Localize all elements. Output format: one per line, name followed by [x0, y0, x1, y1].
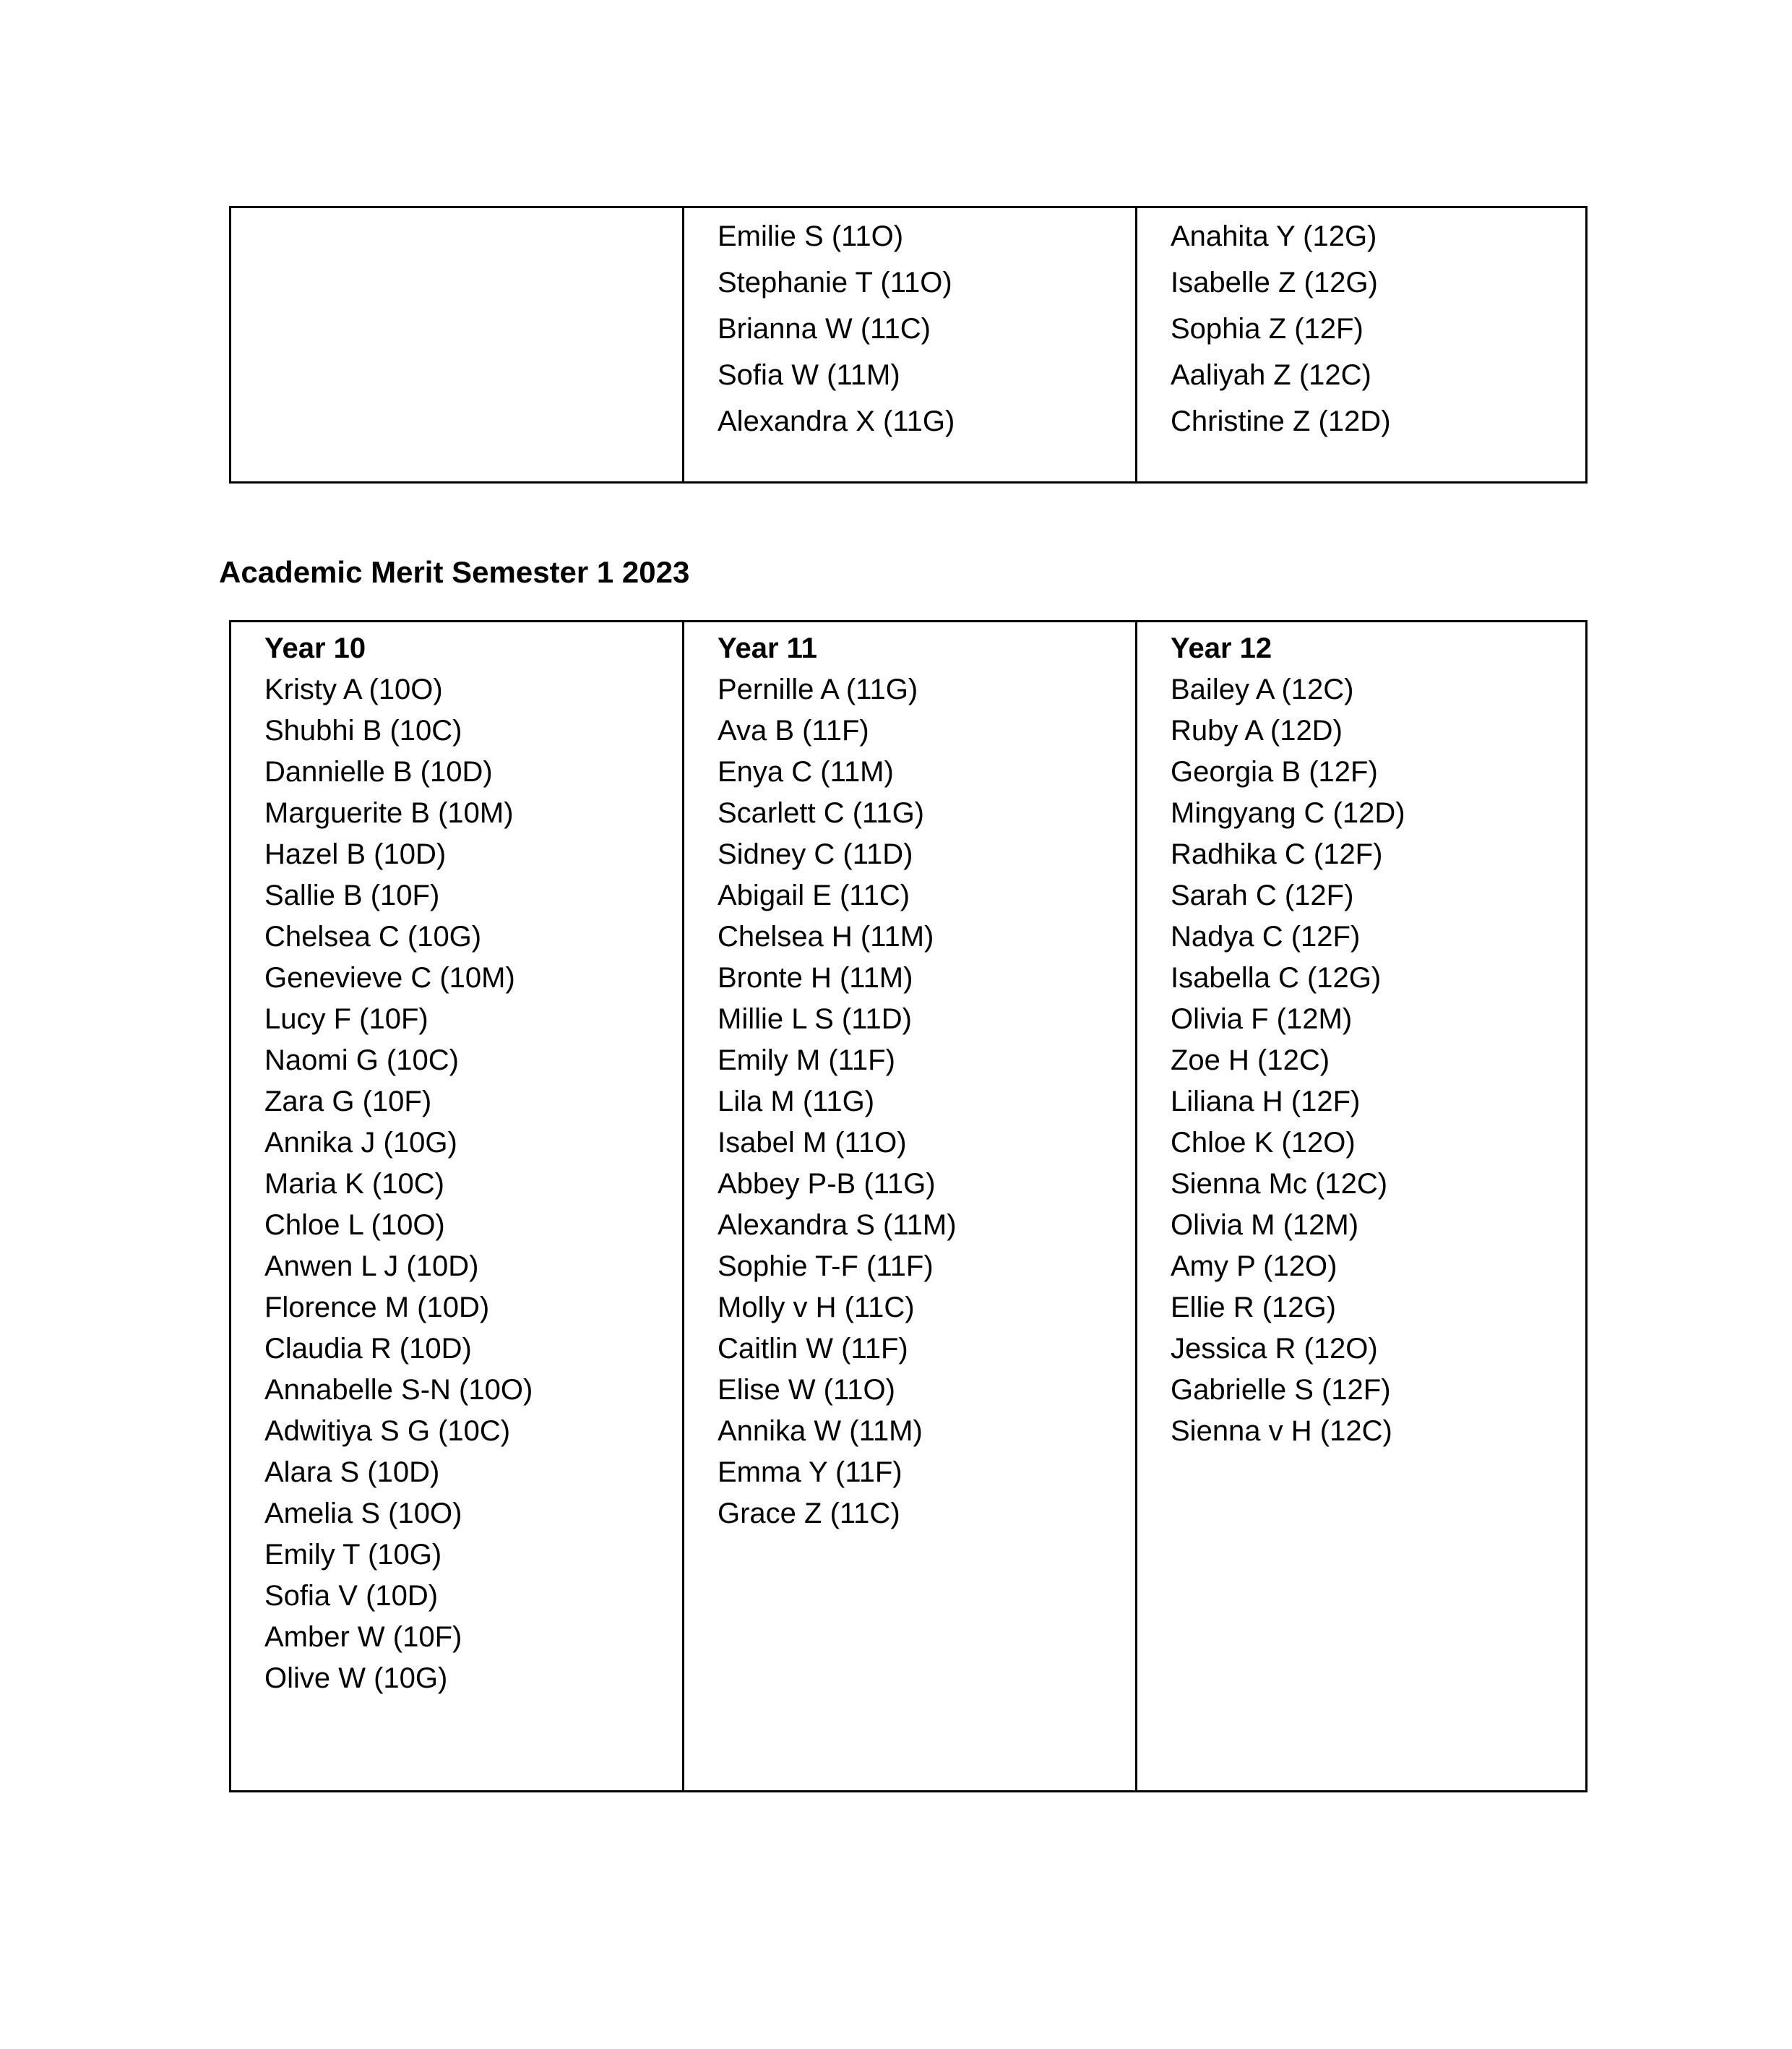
name-line: Zoe H (12C) — [1171, 1044, 1330, 1076]
name-line: Radhika C (12F) — [1171, 838, 1383, 870]
name-line: Amber W (10F) — [264, 1621, 462, 1653]
name-line: Ruby A (12D) — [1171, 715, 1343, 747]
name-line: Isabella C (12G) — [1171, 962, 1382, 994]
name-line: Pernille A (11G) — [718, 674, 918, 705]
name-line: Christine Z (12D) — [1171, 405, 1391, 437]
name-line: Sofia W (11M) — [718, 359, 900, 391]
merit-column-year11 — [682, 622, 1135, 1790]
column-header-year10: Year 10 — [264, 632, 366, 664]
name-line: Gabrielle S (12F) — [1171, 1374, 1391, 1406]
names-list-year11 — [718, 669, 1128, 1534]
name-line: Sophie T-F (11F) — [718, 1250, 934, 1282]
name-line: Scarlett C (11G) — [718, 797, 924, 829]
name-line: Nadya C (12F) — [1171, 921, 1361, 953]
name-line: Sarah C (12F) — [1171, 880, 1354, 911]
name-line: Olivia F (12M) — [1171, 1003, 1353, 1035]
name-line: Emilie S (11O) — [718, 220, 904, 252]
section-heading: Academic Merit Semester 1 2023 — [219, 555, 690, 589]
name-line: Olivia M (12M) — [1171, 1209, 1359, 1241]
continuation-cell-empty — [231, 208, 682, 481]
name-line: Aaliyah Z (12C) — [1171, 359, 1371, 391]
name-line: Alexandra X (11G) — [718, 405, 955, 437]
merit-column-year10 — [231, 622, 682, 1790]
name-line: Enya C (11M) — [718, 756, 894, 788]
name-line: Isabel M (11O) — [718, 1127, 907, 1159]
name-line: Chelsea H (11M) — [718, 921, 934, 953]
name-line: Annabelle S-N (10O) — [264, 1374, 533, 1406]
name-line: Maria K (10C) — [264, 1168, 444, 1200]
name-line: Emily M (11F) — [718, 1044, 895, 1076]
name-line: Amy P (12O) — [1171, 1250, 1337, 1282]
name-line: Florence M (10D) — [264, 1292, 490, 1323]
name-line: Sienna v H (12C) — [1171, 1415, 1392, 1447]
names-list-year10 — [264, 669, 675, 1699]
name-line: Bronte H (11M) — [718, 962, 913, 994]
name-line: Chloe K (12O) — [1171, 1127, 1356, 1159]
name-line: Isabelle Z (12G) — [1171, 267, 1378, 298]
name-line: Anwen L J (10D) — [264, 1250, 479, 1282]
name-line: Lila M (11G) — [718, 1086, 875, 1117]
name-line: Grace Z (11C) — [718, 1498, 900, 1529]
name-line: Marguerite B (10M) — [264, 797, 514, 829]
name-line: Zara G (10F) — [264, 1086, 432, 1117]
name-line: Abigail E (11C) — [718, 880, 910, 911]
continuation-cell-year11 — [682, 208, 1135, 481]
name-line: Abbey P-B (11G) — [718, 1168, 936, 1200]
name-line: Brianna W (11C) — [718, 313, 931, 345]
name-line: Anahita Y (12G) — [1171, 220, 1377, 252]
name-line: Chloe L (10O) — [264, 1209, 445, 1241]
name-line: Chelsea C (10G) — [264, 921, 482, 953]
names-list-year12 — [1171, 669, 1578, 1452]
continuation-cell-year12 — [1135, 208, 1585, 481]
name-line: Elise W (11O) — [718, 1374, 895, 1406]
name-line: Alara S (10D) — [264, 1456, 440, 1488]
name-line: Liliana H (12F) — [1171, 1086, 1361, 1117]
name-line: Shubhi B (10C) — [264, 715, 462, 747]
name-line: Sofia V (10D) — [264, 1580, 439, 1612]
name-line: Naomi G (10C) — [264, 1044, 459, 1076]
name-line: Alexandra S (11M) — [718, 1209, 957, 1241]
name-line: Adwitiya S G (10C) — [264, 1415, 511, 1447]
name-line: Bailey A (12C) — [1171, 674, 1354, 705]
name-line: Ava B (11F) — [718, 715, 869, 747]
name-line: Dannielle B (10D) — [264, 756, 493, 788]
name-line: Georgia B (12F) — [1171, 756, 1378, 788]
name-line: Claudia R (10D) — [264, 1333, 472, 1365]
name-line: Caitlin W (11F) — [718, 1333, 908, 1365]
name-line: Emma Y (11F) — [718, 1456, 903, 1488]
name-line: Kristy A (10O) — [264, 674, 443, 705]
name-line: Sophia Z (12F) — [1171, 313, 1364, 345]
name-line: Genevieve C (10M) — [264, 962, 515, 994]
name-line: Molly v H (11C) — [718, 1292, 915, 1323]
name-line: Stephanie T (11O) — [718, 267, 952, 298]
name-line: Annika J (10G) — [264, 1127, 457, 1159]
name-line: Hazel B (10D) — [264, 838, 447, 870]
merit-column-year12 — [1135, 622, 1585, 1790]
name-line: Mingyang C (12D) — [1171, 797, 1405, 829]
column-header-year11: Year 11 — [718, 632, 817, 664]
name-line: Jessica R (12O) — [1171, 1333, 1378, 1365]
merit-table — [229, 620, 1588, 1792]
name-line: Millie L S (11D) — [718, 1003, 912, 1035]
name-line: Lucy F (10F) — [264, 1003, 428, 1035]
name-line: Emily T (10G) — [264, 1539, 442, 1571]
name-line: Olive W (10G) — [264, 1662, 448, 1694]
name-line: Sidney C (11D) — [718, 838, 913, 870]
column-header-year12: Year 12 — [1171, 632, 1272, 664]
name-line: Ellie R (12G) — [1171, 1292, 1336, 1323]
name-line: Sallie B (10F) — [264, 880, 440, 911]
name-line: Sienna Mc (12C) — [1171, 1168, 1388, 1200]
name-line: Amelia S (10O) — [264, 1498, 462, 1529]
name-line: Annika W (11M) — [718, 1415, 923, 1447]
continuation-table — [229, 206, 1588, 484]
